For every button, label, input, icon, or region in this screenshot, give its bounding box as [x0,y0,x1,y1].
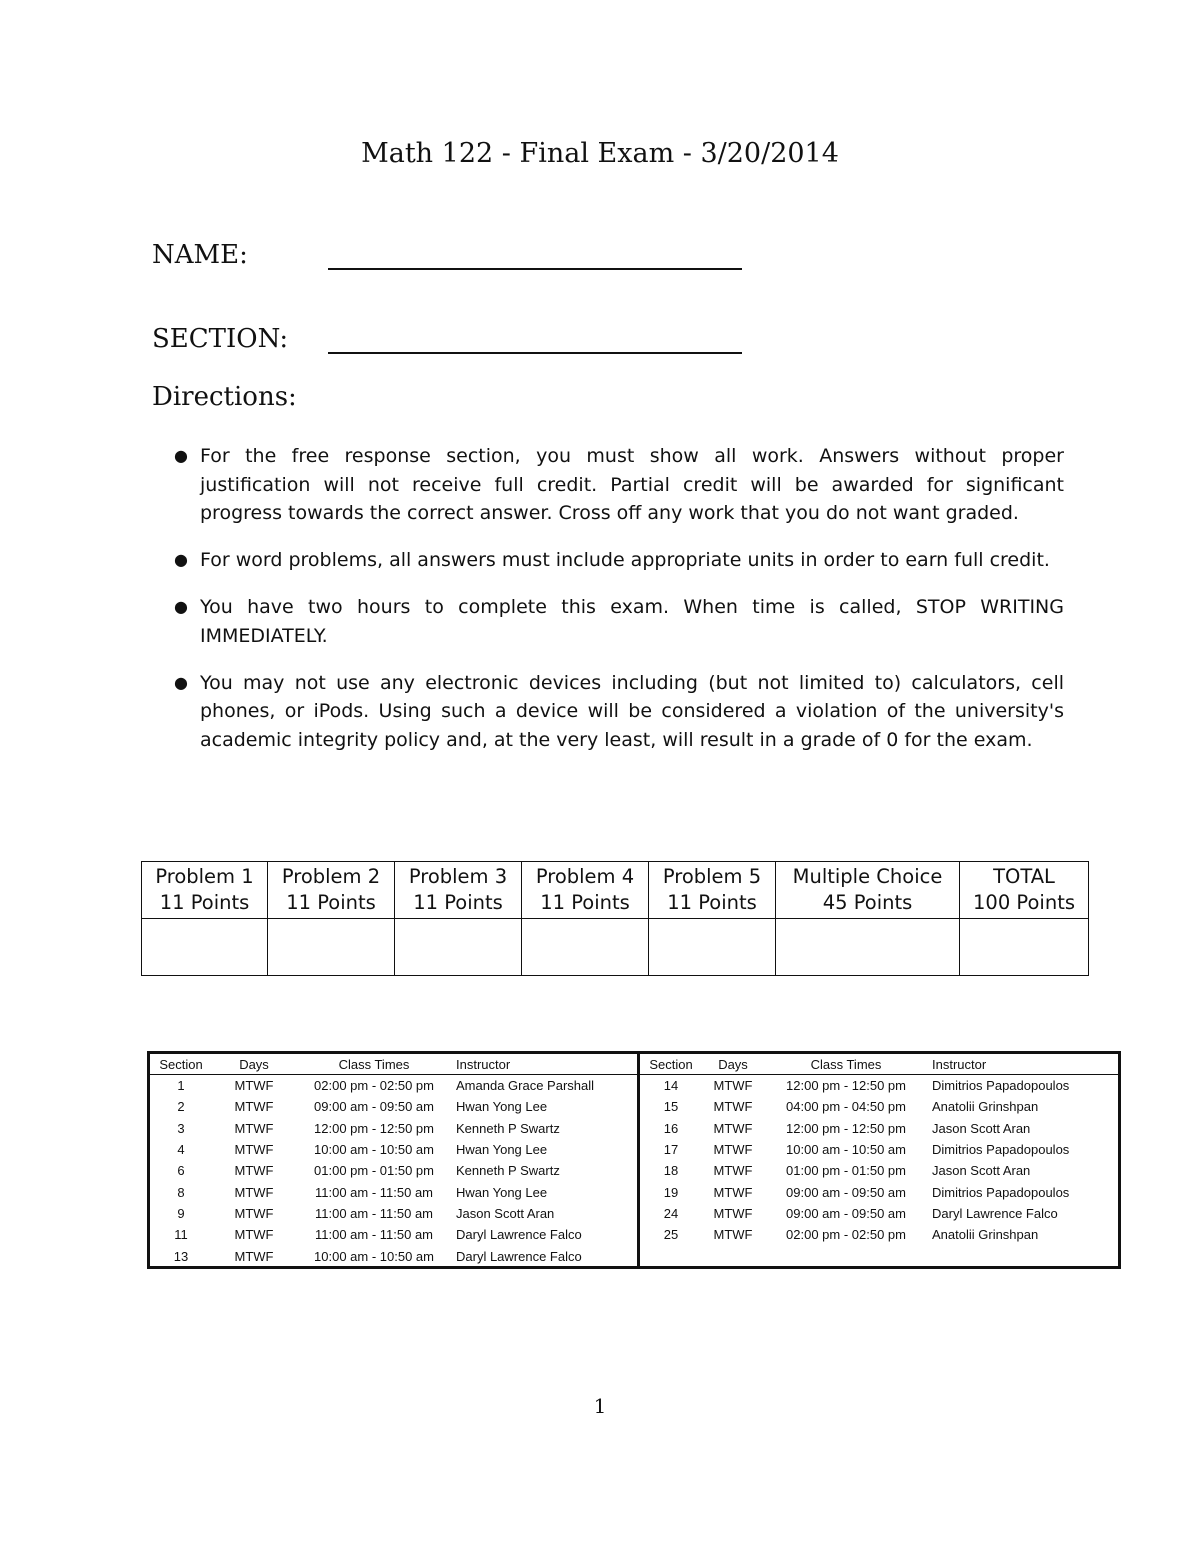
score-cell-problem-4[interactable] [522,919,649,976]
section-days: MTWF [713,1205,753,1221]
score-header-total: TOTAL 100 Points [960,862,1089,919]
table-row [150,1224,637,1245]
score-header-problem-1: Problem 1 11 Points [142,862,268,919]
section-instructor: Hwan Yong Lee [456,1099,548,1115]
section-instructor: Kenneth P Swartz [456,1163,560,1179]
section-instructor: Dimitrios Papadopoulos [932,1184,1070,1200]
section-instructor: Daryl Lawrence Falco [932,1205,1058,1221]
table-row [150,1139,637,1160]
bullet-icon: ● [174,446,188,465]
section-class-time: 10:00 am - 10:50 am [314,1142,434,1158]
score-header-problem-3: Problem 3 11 Points [395,862,522,919]
section-days: MTWF [234,1227,274,1243]
section-class-time: 04:00 pm - 04:50 pm [786,1099,906,1115]
bullet-icon: ● [174,597,188,616]
section-instructor: Dimitrios Papadopoulos [932,1078,1070,1094]
section-instructor: Anatolii Grinshpan [932,1099,1039,1115]
name-label: NAME: [152,240,248,270]
direction-item [174,593,1064,650]
direction-item [174,546,1064,575]
section-number: 8 [177,1184,185,1200]
sections-left-table [150,1054,637,1267]
section-number: 2 [177,1099,185,1115]
score-header-multiple-choice: Multiple Choice 45 Points [776,862,960,919]
header-days: Days [212,1054,296,1075]
direction-text: You may not use any electronic devices including (but not limited to) calculators, cell phones, or iPods. Using such a device will be considered a violation of the university's academic integrity policy and, at the very least, will result in a grade of 0 for the exam. [200,671,1064,751]
sections-schedule [147,1051,1121,1269]
score-header-problem-4: Problem 4 11 Points [522,862,649,919]
table-row [640,1075,1118,1097]
section-number: 16 [663,1120,679,1136]
table-row [640,1224,1118,1245]
section-days: MTWF [713,1184,753,1200]
score-table [141,861,1089,976]
exam-title: Math 122 - Final Exam - 3/20/2014 [361,138,839,169]
table-row [640,1160,1118,1181]
table-row [150,1203,637,1224]
section-instructor: Amanda Grace Parshall [456,1078,595,1094]
page-number: 1 [593,1394,607,1418]
score-cell-multiple-choice[interactable] [776,919,960,976]
direction-item [174,442,1064,528]
section-number: 24 [663,1205,679,1221]
table-row [150,1075,637,1097]
sections-right-panel [640,1054,1118,1266]
section-number: 15 [663,1099,679,1115]
name-field[interactable] [328,268,742,270]
section-class-time: 02:00 pm - 02:50 pm [786,1227,906,1243]
section-days: MTWF [234,1248,274,1264]
header-section: Section [150,1054,212,1075]
section-days: MTWF [713,1142,753,1158]
section-days: MTWF [234,1120,274,1136]
score-cell-total[interactable] [960,919,1089,976]
table-row [150,1181,637,1202]
bullet-icon: ● [174,550,188,569]
section-number: 11 [174,1227,188,1243]
section-number: 6 [177,1163,185,1179]
section-instructor: Jason Scott Aran [932,1163,1031,1179]
header-class-times: Class Times [764,1054,928,1075]
direction-text: You have two hours to complete this exam. When time is called, STOP WRITING IMMEDIATELY. [200,596,1064,647]
section-number: 14 [663,1078,679,1094]
sections-left-panel [150,1054,640,1266]
section-days: MTWF [234,1099,274,1115]
section-number: 18 [663,1163,679,1179]
header-instructor: Instructor [452,1054,637,1075]
section-class-time: 11:00 am - 11:50 am [314,1205,434,1221]
table-row [150,1118,637,1139]
section-class-time: 10:00 am - 10:50 am [786,1142,906,1158]
section-instructor: Daryl Lawrence Falco [456,1248,582,1264]
sections-left-body [150,1075,637,1267]
section-class-time: 10:00 am - 10:50 am [314,1248,434,1264]
section-instructor: Anatolii Grinshpan [932,1227,1039,1243]
header-days: Days [702,1054,764,1075]
section-number: 4 [177,1142,185,1158]
section-days: MTWF [234,1078,274,1094]
table-row [640,1203,1118,1224]
header-class-times: Class Times [296,1054,452,1075]
section-instructor: Hwan Yong Lee [456,1184,548,1200]
score-cell-problem-2[interactable] [268,919,395,976]
section-instructor: Dimitrios Papadopoulos [932,1142,1070,1158]
section-days: MTWF [713,1227,753,1243]
section-days: MTWF [713,1078,753,1094]
section-class-time: 11:00 am - 11:50 am [314,1227,434,1243]
section-instructor: Hwan Yong Lee [456,1142,548,1158]
table-row [640,1139,1118,1160]
section-days: MTWF [713,1120,753,1136]
direction-item [174,669,1064,755]
section-number: 17 [663,1142,679,1158]
section-days: MTWF [234,1163,274,1179]
section-number: 13 [173,1248,189,1264]
direction-text: For the free response section, you must show all work. Answers without proper justification will not receive full credit. Partial credit will be awarded for significant progress towards the correct answer. Cross off any work that you do not want graded. [200,445,1064,524]
section-class-time: 12:00 pm - 12:50 pm [786,1078,906,1094]
directions-heading: Directions: [152,382,297,412]
section-number: 1 [177,1078,185,1094]
section-number: 3 [177,1120,185,1136]
directions-list [174,442,1064,773]
section-class-time: 11:00 am - 11:50 am [314,1184,434,1200]
section-instructor: Jason Scott Aran [932,1120,1031,1136]
header-instructor: Instructor [928,1054,1118,1075]
bullet-icon: ● [174,672,188,692]
score-cell-problem-1[interactable] [142,919,268,976]
score-cell-problem-5[interactable] [649,919,776,976]
section-class-time: 12:00 pm - 12:50 pm [314,1120,434,1136]
sections-right-body [640,1075,1118,1246]
section-class-time: 09:00 am - 09:50 am [786,1184,906,1200]
direction-text: For word problems, all answers must include appropriate units in order to earn full credit. [200,549,1050,571]
table-row [640,1181,1118,1202]
section-field[interactable] [328,352,742,354]
section-number: 19 [663,1184,679,1200]
section-class-time: 09:00 am - 09:50 am [314,1099,434,1115]
section-days: MTWF [234,1142,274,1158]
table-row [640,1118,1118,1139]
section-days: MTWF [713,1099,753,1115]
section-instructor: Kenneth P Swartz [456,1120,560,1136]
section-class-time: 01:00 pm - 01:50 pm [314,1163,434,1179]
table-row [150,1245,637,1266]
section-days: MTWF [234,1205,274,1221]
section-class-time: 01:00 pm - 01:50 pm [786,1163,906,1179]
section-instructor: Daryl Lawrence Falco [456,1227,582,1243]
score-header-problem-2: Problem 2 11 Points [268,862,395,919]
section-days: MTWF [713,1163,753,1179]
section-number: 9 [177,1205,185,1221]
section-class-time: 09:00 am - 09:50 am [786,1205,906,1221]
section-class-time: 02:00 pm - 02:50 pm [314,1078,434,1094]
section-class-time: 12:00 pm - 12:50 pm [786,1120,906,1136]
section-days: MTWF [234,1184,274,1200]
section-label: SECTION: [152,324,289,354]
score-header-problem-5: Problem 5 11 Points [649,862,776,919]
section-instructor: Jason Scott Aran [456,1205,555,1221]
header-section: Section [640,1054,702,1075]
table-row [640,1096,1118,1117]
section-number: 25 [663,1227,679,1243]
score-row [142,919,1089,976]
table-row [150,1160,637,1181]
sections-right-table [640,1054,1118,1245]
score-cell-problem-3[interactable] [395,919,522,976]
table-row [150,1096,637,1117]
